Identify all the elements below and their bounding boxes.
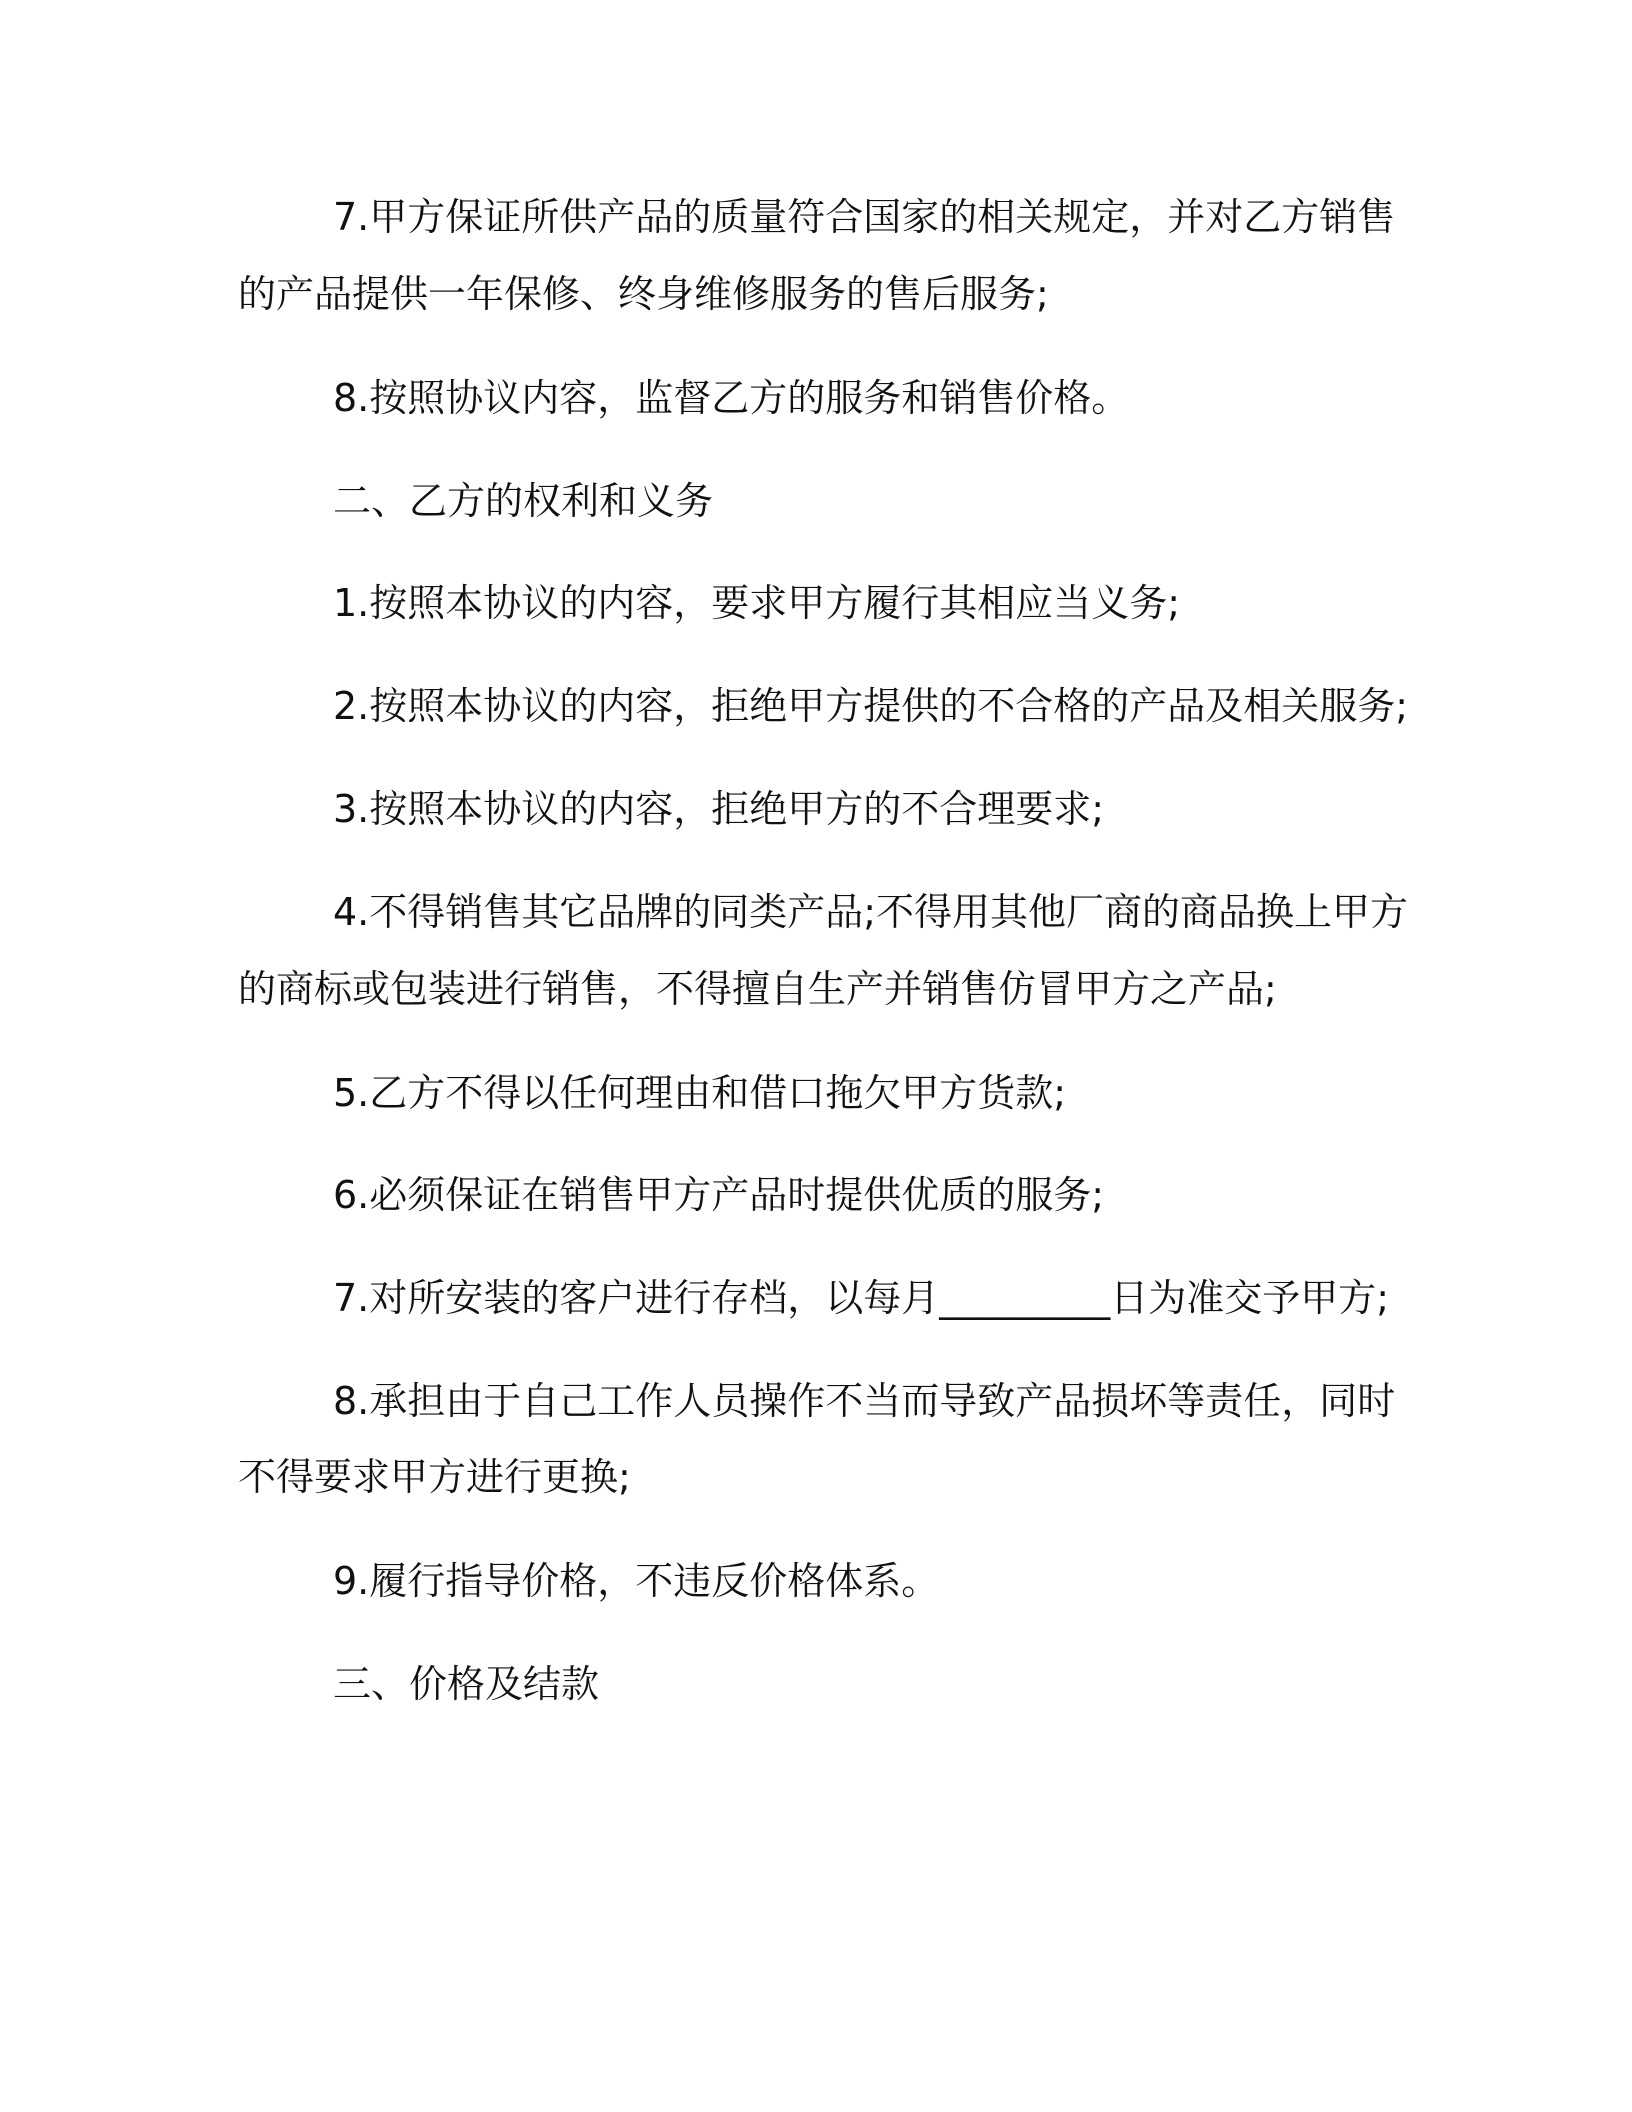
paragraph-7-line-1: 7.甲方保证所供产品的质量符合国家的相关规定，并对乙方销售	[333, 195, 1396, 239]
paragraph-b1: 1.按照本协议的内容，要求甲方履行其相应当义务;	[333, 581, 1181, 625]
paragraph-b7: 7.对所安装的客户进行存档，以每月_________日为准交予甲方;	[333, 1276, 1390, 1320]
paragraph-b6: 6.必须保证在销售甲方产品时提供优质的服务;	[333, 1173, 1105, 1217]
paragraph-b8-line-2: 不得要求甲方进行更换;	[238, 1455, 631, 1499]
paragraph-7-line-2: 的产品提供一年保修、终身维修服务的售后服务;	[238, 272, 1049, 316]
paragraph-b3: 3.按照本协议的内容，拒绝甲方的不合理要求;	[333, 787, 1105, 831]
paragraph-b8-line-1: 8.承担由于自己工作人员操作不当而导致产品损坏等责任，同时	[333, 1379, 1396, 1423]
paragraph-8: 8.按照协议内容，监督乙方的服务和销售价格。	[333, 376, 1130, 420]
paragraph-b5: 5.乙方不得以任何理由和借口拖欠甲方货款;	[333, 1071, 1067, 1115]
paragraph-b2: 2.按照本协议的内容，拒绝甲方提供的不合格的产品及相关服务;	[333, 684, 1409, 728]
section-heading-3: 三、价格及结款	[333, 1662, 600, 1706]
paragraph-b4-line-2: 的商标或包装进行销售，不得擅自生产并销售仿冒甲方之产品;	[238, 967, 1277, 1011]
paragraph-b9: 9.履行指导价格，不违反价格体系。	[333, 1559, 940, 1603]
section-heading-2: 二、乙方的权利和义务	[333, 479, 714, 523]
paragraph-b4-line-1: 4.不得销售其它品牌的同类产品;不得用其他厂商的商品换上甲方	[333, 890, 1409, 934]
